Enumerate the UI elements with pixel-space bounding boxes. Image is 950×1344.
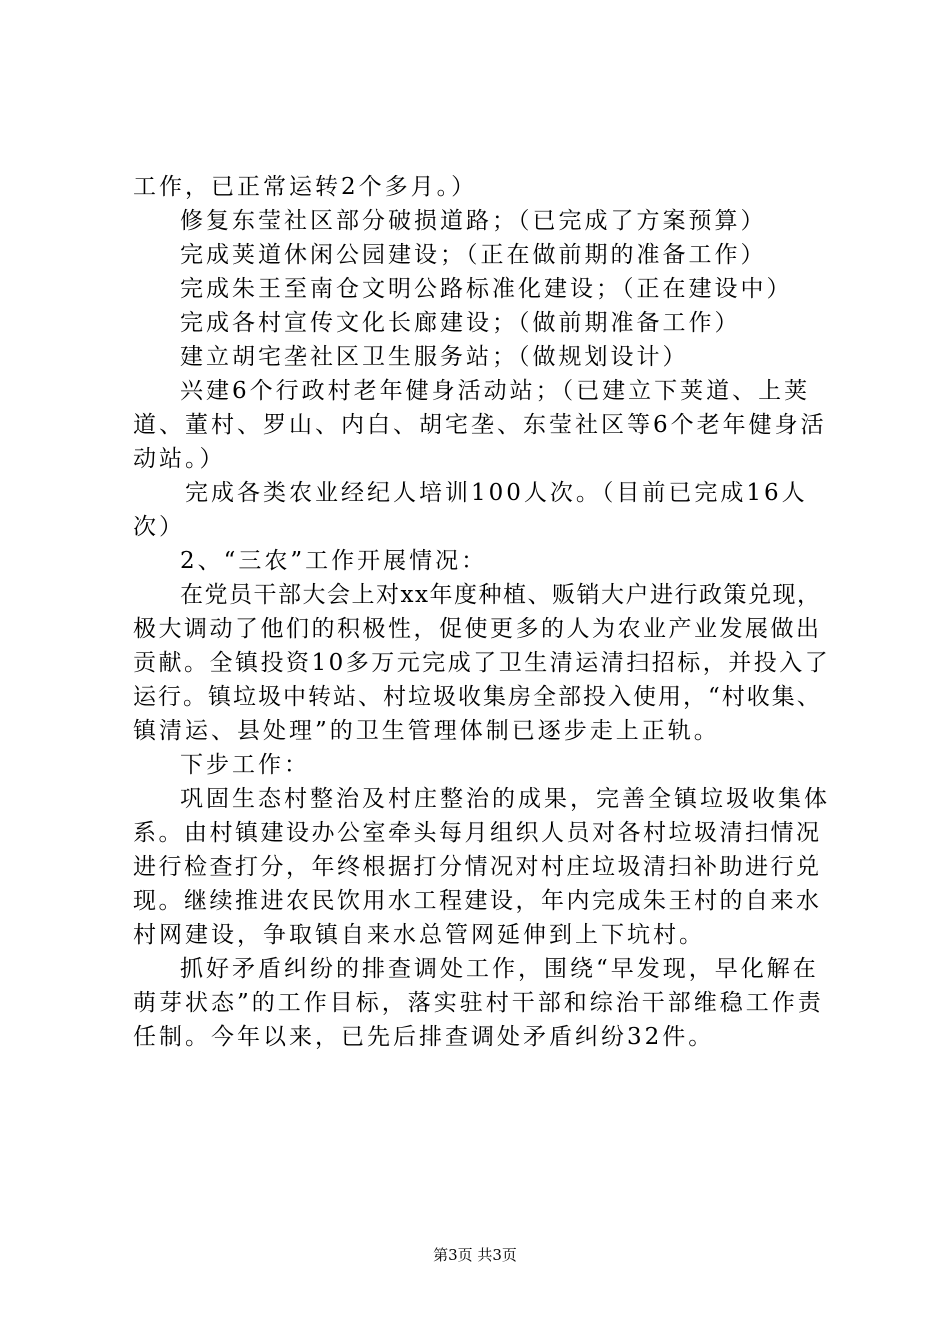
paragraph-line: 修复东莹社区部分破损道路；（已完成了方案预算） [180,208,767,234]
paragraph-line: 完成朱王至南仓文明公路标准化建设；（正在建设中） [180,276,793,302]
paragraph-line: 系。由村镇建设办公室牵头每月组织人员对各村垃圾清扫情况 [133,820,822,846]
section-heading: 下步工作： [180,752,310,778]
paragraph-line: 抓好矛盾纠纷的排查调处工作，围绕“早发现，早化解在 [180,956,819,982]
paragraph-line: 萌芽状态”的工作目标，落实驻村干部和综治干部维稳工作责 [133,990,824,1016]
paragraph-line: 完成荚道休闲公园建设；（正在做前期的准备工作） [180,242,767,268]
page-footer: 第3页 共3页 [433,1246,517,1264]
paragraph-line: 兴建6个行政村老年健身活动站；（已建立下荚道、上荚 [180,378,811,404]
paragraph-line: 工作，已正常运转2个多月。） [133,174,478,200]
paragraph-line: 次） [133,514,185,540]
paragraph-line: 运行。镇垃圾中转站、村垃圾收集房全部投入使用，“村收集、 [133,684,822,710]
paragraph-line: 贡献。全镇投资10多万元完成了卫生清运清扫招标，并投入了 [133,650,831,676]
paragraph-line: 完成各类农业经纪人培训100人次。（目前已完成16人 [185,480,808,506]
paragraph-line: 动站。） [133,446,226,472]
paragraph-line: 极大调动了他们的积极性，促使更多的人为农业产业发展做出 [133,616,822,642]
paragraph-line: 巩固生态村整治及村庄整治的成果，完善全镇垃圾收集体 [180,786,830,812]
paragraph-line: 任制。今年以来，已先后排查调处矛盾纠纷32件。 [133,1024,715,1050]
paragraph-line: 道、董村、罗山、内白、胡宅垄、东莹社区等6个老年健身活 [133,412,827,438]
paragraph-line: 建立胡宅垄社区卫生服务站；（做规划设计） [180,344,689,370]
document-body [133,170,833,1054]
section-heading: 2、“三农”工作开展情况： [180,548,488,574]
paragraph-line: 村网建设，争取镇自来水总管网延伸到上下坑村。 [133,922,705,948]
paragraph-line: 进行检查打分，年终根据打分情况对村庄垃圾清扫补助进行兑 [133,854,822,880]
paragraph-line: 镇清运、县处理”的卫生管理体制已逐步走上正轨。 [133,718,720,744]
paragraph-line: 在党员干部大会上对xx年度种植、贩销大户进行政策兑现， [180,582,822,608]
paragraph-line: 现。继续推进农民饮用水工程建设，年内完成朱王村的自来水 [133,888,822,914]
paragraph-line: 完成各村宣传文化长廊建设；（做前期准备工作） [180,310,741,336]
